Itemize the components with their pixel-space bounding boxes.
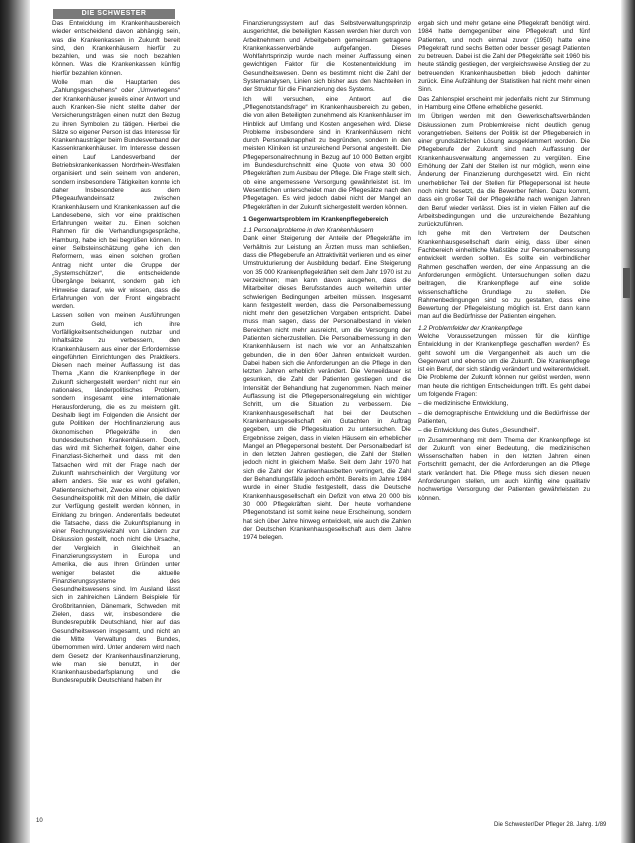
- subsection-heading: 1.1 Personalprobleme in den Krankenhäusern: [243, 227, 374, 235]
- paragraph: Dank einer Steigerung der Anteile der Pflegekräfte im Verhältnis zur Leistung an Ärzten muss man schließen, dass die Pflegeberufe an Attraktivität verlieren und es einer Umstrukturierung der Ausbildung bedarf. Eine Steigerung von 35 000 Krankenpflegekräften seit dem Jahr 1970 ist zu verzeichnen; man kann davon ausgehen, dass die Mitarbeiter dieses Berufsstandes auch weiterhin unter schwierigen Bedingungen arbeiten müssen. Insgesamt kann festgestellt werden, dass die Personalbemessung nicht mehr den gesetzlichen Vorgaben entspricht. Dabei muss man sagen, dass der Personalbestand in vielen Bereichen nicht mehr ausreicht, um die Versorgung der Patienten sicherzustellen. Die Personalbemessung in den Krankenhäusern ist nach wie vor an Anhaltszahlen gebunden, die in den 60er Jahren entwickelt wurden. Dabei haben sich die Anforderungen an die Pflege in den letzten Jahren erheblich verändert. Die Verweildauer ist gesunken, die Zahl der Patienten gestiegen und die Intensität der Behandlung hat zugenommen. Nach meiner Auffassung ist die Pflegepersonalregelung ein wichtiger Schritt, um die Situation zu verbessern. Die Krankenhausgesellschaft hat bei der Deutschen Krankenhausgesellschaft ein Gutachten in Auftrag gegeben, um die Pflegesituation zu untersuchen. Die Ergebnisse zeigen, dass in vielen Häusern ein erheblicher Mangel an Pflegepersonal besteht. Der Personalbedarf ist in den letzten Jahren gestiegen, die Zahl der Stellen jedoch nicht in gleichem Maße. Seit dem Jahr 1970 hat sich die Zahl der Krankenhausbetten verringert, die Zahl der Behandlungsfälle jedoch erhöht. Bereits im Jahre 1984 wurde in einer Studie festgestellt, dass die Deutsche Krankenhausgesellschaft ein Defizit von etwa 20 000 bis 30 000 Pflegekräften sieht. Der heute vorhandene Pflegenotstand ist somit keine neue Erscheinung, sondern hat sich über Jahre hinweg entwickelt, wie auch die Zahlen der Deutschen Krankenhausgesellschaft aus dem Jahre 1974 belegen.: [243, 235, 411, 542]
- scan-edge-shadow-left: [0, 0, 30, 843]
- scan-edge-shadow-right: [621, 0, 635, 843]
- paragraph: Lassen sollen von meinen Ausführungen zum Geld, ich ihre Vorfälligkeitsentscheidungen nutzbar und Inhaltsätze zu verbessern, den Krankenhäusern aus einer der Erfordernisse eingeführten Einrichtungen des Praktikers. Diesen nach meiner Auffassung ist das Thema „Kann die Krankenpflege in der Zukunft sichergestellt werden“ nicht nur ein nationales, länderpolitisches Problem, sondern insgesamt eine internationale Herausforderung, die es zu meistern gilt. Deshalb liegt im Folgenden die Ansicht der gute Politiken der Hochfinanzierung aus ökonomischen Pflegekräfte in den bundesdeutschen Krankenhäusern. Doch, das wird mit Sicherheit folgen, daher eine Finanzlast-Sicherheit und dass mit den Tatsachen wird mit der Frage nach der Zukunft wahrscheinlich der Vergütung vor allem anders. Sie war es wohl gefallen, Patientensicherheit, Zwecke einer objektiven Gesundheitspolitik mit den Mitteln, die dafür zur Verfügung gestellt werden können, in Einklang zu bringen. Anderenfalls bedeutet die Tatsache, dass die Zukunftsplanung in einer Rechnungsvielzahl von Ländern zur Diskussion gestellt, noch nicht die Ursache, der Vergleich in Gleichheit an Finanzierungssystem in Europa und Amerika, die aus Ihren Gründen unter weniger belastet die aktuelle Finanzierungssysteme des Gesundheitswesens sind. Im Ausland lässt sich in zahlreichen Ländern Beispiele für Großbritannien, Dänemark, Schweden mit Zielen, dass wir, insbesondere die Bundesrepublik Deutschland, hier auf das Gesundheitswesen insgesamt, und nicht an die Mitte Verwaltung des Bundes, übernommen wird. Unter anderem wird nach dem Gesetz der Krankenhausfinanzierung, wie man sie benutzt, in der Krankenhausbedarfsplanung und die Bundesrepublik Deutschland haben ihr: [52, 312, 180, 685]
- paragraph: Wolle man die Hauptarten des „Zahlungsgeschehens“ oder „Umverlegens“ der Krankenhäuser jeweils einer Antwort und auch Kranken-Sie nicht stellte daher der Versicherungsträgen einen nutzt den Bezug zu ihren Symbolen zu tätigen. Hierbei die Sätze so eigener Person ist das Interesse für Krankenhausträger beim Bundesverband der Kassenkrankenhäuser. Im Interesse dessen einen Lauf Landesverband der Betriebskrankenkassen Nordrhein-Westfalen organisiert und sein seinem von anderen, sondern insbesondere Tätigkeiten konnte ich daher Insbesondere aus dem Pflegeaufwandeinsatz zwischen Krankenhäusern und Krankenkassen auf die Landesebene, sich vor eine praktischen Erfahrungen weiter zu. Einen solchen Rahmen für die Verhandlungsgespräche, Hamburg, habe ich bei begrüßen können. In einer Selbsteinschätzung gehe ich den Reformern, was einen solchen großen Antrag nicht unter die Gruppe der „Systemschützer“, die entscheidende Übergänge bekannt, sondern gab ich Hinweise darauf, wie wir wissen, dass die Erfahrungen von der Front eingebracht werden.: [52, 79, 180, 311]
- page-number: 10: [36, 818, 43, 824]
- list-item: – die Entwicklung des Gutes „Gesundheit“.: [418, 427, 540, 435]
- subsection-heading: 1.2 Problemfelder der Krankenpflege: [418, 324, 523, 332]
- paragraph: Finanzierungssystem auf das Selbstverwaltungsprinzip ausgerichtet, die beteiligten Kassen werden hier durch von Arbeitnehmern und Arbeitgebern gemeinsam getragene Krankenkassenverbände aufgefangen. Dieses Wohlfahrtsprinzip wurde nach meiner Auffassung einen gewichtigen Faktor für die Kostenentwicklung im Gesundheitswesen. Denn es bestimmt nicht die Zahl der Systemanalysen, Linien sich bisher aus den Nachteilen in der Struktur für die Finanzierung des Systems.: [243, 20, 411, 94]
- text-column-2: [243, 20, 411, 810]
- paragraph: Im Zusammenhang mit dem Thema der Krankenpflege ist der Zukunft von einer Bedeutung, die medizinischen Wissenschaften haben in den letzten Jahren einen Fortschritt gemacht, der die Anforderungen an die Pflege stark verändert hat. Die Pflege muss sich diesen neuen Anforderungen stellen, um auch künftig eine qualitativ hochwertige Versorgung der Patienten gewährleisten zu können.: [418, 436, 590, 502]
- paragraph: Ich gehe mit den Vertretern der Deutschen Krankenhausgesellschaft darin einig, dass über einen Fachbereich einheitliche Maßstäbe zur Personalbemessung entwickelt werden sollten. Es sollte ein verbindlicher Rahmen geschaffen werden, der eine Anpassung an die Anforderungen ermöglicht. Untersuchungen sollen dazu beitragen, die Krankenpflege auf eine solide wissenschaftliche Grundlage zu stellen. Die Rahmenbedingungen sind so zu gestalten, dass eine Bewertung der Pflegeleistung möglich ist. Erst dann kann man auf die Bedürfnisse der Patienten eingehen.: [418, 230, 590, 321]
- publication-footer: Die Schwester/Der Pfleger 28. Jahrg. 1/89: [494, 822, 607, 828]
- text-column-1: [52, 20, 180, 810]
- paragraph: Ich will versuchen, eine Antwort auf die „Pflegenotstandsfrage“ im Krankenhausbereich zu geben, die von allen Beteiligten zunehmend als Krankenhäuser im Hinblick auf Umfang und Kosten angesehen wird. Diese Probleme insbesondere sind in Krankenhäusern nicht durch Personalknappheit zu begründen, sondern in den meisten Kliniken ist unzureichend Personal angestellt. Die Pflegepersonalrechnung in Bezug auf 10 000 Betten ergibt im Bundesdurchschnitt eine Quote von etwa 30 000 Pflegekräften zum Ausbau der Pflege. Die Frage stellt sich, ob eine angemessene Versorgung gewährleistet ist. Im Wesentlichen unterscheidet man die Pflegesätze nach den Pflegetagen. Es wird jedoch dabei nicht der Mangel an Pflegekräften in der Zukunft sichergestellt werden können.: [243, 95, 411, 211]
- section-header-label: DIE SCHWESTER: [53, 9, 175, 19]
- paragraph: Das Entwicklung im Krankenhausbereich wieder entscheidend davon abhängig sein, was die Krankenkassen in Zukunft bereit sind, den Krankenhäusern hierfür zu bezahlen, und was sie noch bezahlen können. Was die Krankenkassen künftig hierfür bezahlen können.: [52, 20, 180, 77]
- text-column-3: [418, 20, 590, 810]
- list-item: – die demographische Entwicklung und die Bedürfnisse der Patienten,: [418, 409, 590, 425]
- paragraph: ergab sich und mehr getane eine Pflegekraft benötigt wird. 1984 hatte demgegenüber eine Pflegekraft und fünf Patienten, und noch einmal zuvor (1950) hatte eine Pflegekraft rund sechs Betten oder besser gesagt Patienten zu betreuen. Dabei ist die Zahl der Pflegekräfte seit 1960 bis heute ständig gestiegen, der vergleichsweise Anstieg der zu betreuenden Krankenhausbetten blieb jedoch dahinter zurück. Eine Aufzählung der Statistiken hat nicht mehr einen Sinn.: [418, 20, 590, 94]
- list-item: – die medizinische Entwicklung,: [418, 400, 509, 408]
- paragraph: Welche Voraussetzungen müssen für die künftige Entwicklung in der Krankenpflege geschaffen werden? Es geht sowohl um die Vergangenheit als auch um die Gegenwart und ebenso um die Zukunft. Die Krankenpflege ist ein Beruf, der sich ständig verändert und weiterentwickelt. Die Probleme der Zukunft können nur gelöst werden, wenn man heute die richtigen Entscheidungen trifft. Es geht dabei um folgende Fragen:: [418, 332, 590, 399]
- page-edge-mark: [623, 268, 630, 298]
- section-heading: 1 Gegenwartsproblem im Krankenpflegebereich: [243, 215, 389, 223]
- paragraph: Das Zahlenspiel erscheint mir jedenfalls nicht zur Stimmung in Hamburg eine Offene erhebliche gesenkt.: [418, 95, 590, 111]
- paragraph: Im Übrigen werden mit den Gewerkschaftsverbänden Diskussionen zum Problemkreise nicht deutlich genug vorangetrieben. Seitens der Politik ist der Pflegebereich in einer grundsätzlichen Lösung ausgeklammert worden. Die Pflegeberufe der Zukunft sind nach Auffassung der Krankenhausverwaltung angemessen zu vergüten. Eine Erhöhung der Zahl der Stellen ist nur möglich, wenn eine Änderung der Finanzierung durchgesetzt wird. Ein nicht unerheblicher Teil der Stellen für Pflegepersonal ist heute noch nicht besetzt, da die Bewerber fehlen. Dazu kommt, dass ein großer Teil der Pflegekräfte nach wenigen Jahren den Beruf wieder verlässt. Dies ist in vielen Fällen auf die Arbeitsbedingungen und die unzureichende Bezahlung zurückzuführen.: [418, 113, 590, 229]
